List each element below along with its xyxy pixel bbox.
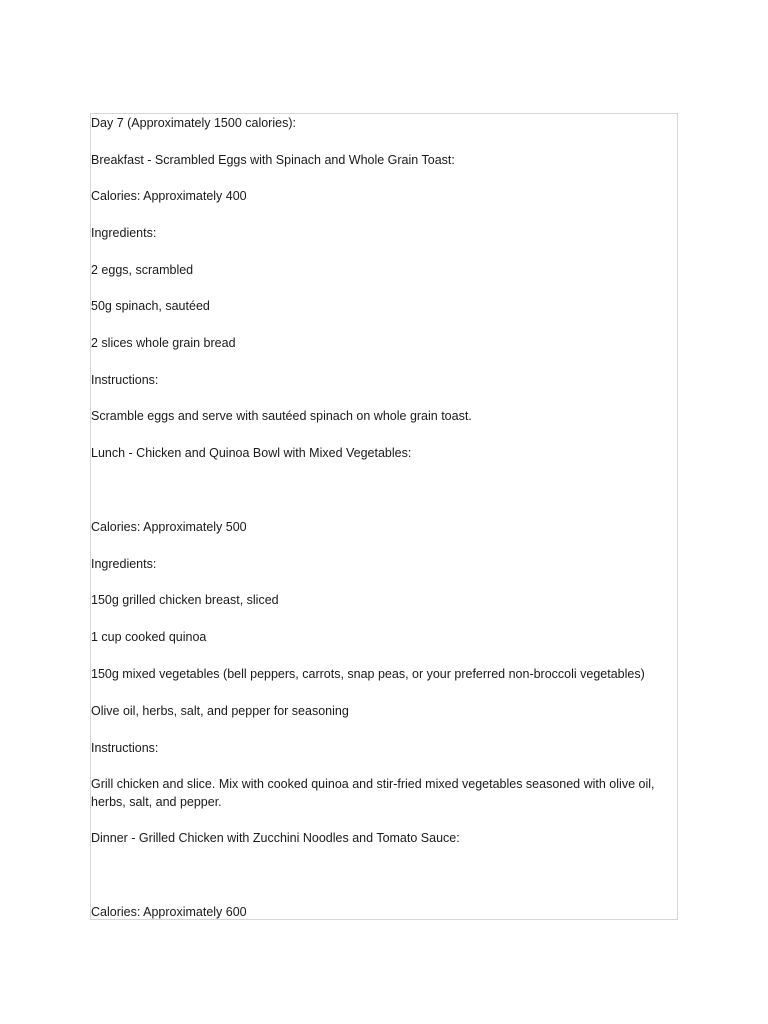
dinner-heading: Dinner - Grilled Chicken with Zucchini Noodles and Tomato Sauce: [91, 831, 460, 845]
breakfast-heading: Breakfast - Scrambled Eggs with Spinach and Whole Grain Toast: [91, 153, 455, 167]
lunch-ingredients-label: Ingredients: [91, 557, 157, 571]
breakfast-ingredient: 2 eggs, scrambled [91, 263, 194, 277]
breakfast-ingredients-label: Ingredients: [91, 226, 157, 240]
breakfast-instructions: Scramble eggs and serve with sautéed spinach on whole grain toast. [91, 409, 472, 423]
lunch-ingredient: Olive oil, herbs, salt, and pepper for seasoning [91, 704, 349, 718]
lunch-calories: Calories: Approximately 500 [91, 520, 247, 534]
breakfast-instructions-label: Instructions: [91, 373, 159, 387]
lunch-ingredient: 150g grilled chicken breast, sliced [91, 593, 279, 607]
lunch-instructions-label: Instructions: [91, 741, 159, 755]
lunch-ingredient: 1 cup cooked quinoa [91, 630, 207, 644]
lunch-heading: Lunch - Chicken and Quinoa Bowl with Mixed Vegetables: [91, 446, 412, 460]
text-box [90, 113, 678, 920]
day-heading: Day 7 (Approximately 1500 calories): [91, 116, 296, 130]
breakfast-ingredient: 2 slices whole grain bread [91, 336, 236, 350]
dinner-calories: Calories: Approximately 600 [91, 905, 247, 919]
breakfast-calories: Calories: Approximately 400 [91, 189, 247, 203]
lunch-ingredient: 150g mixed vegetables (bell peppers, carrots, snap peas, or your preferred non-broccoli vegetables) [91, 667, 645, 681]
breakfast-ingredient: 50g spinach, sautéed [91, 299, 210, 313]
lunch-instructions: Grill chicken and slice. Mix with cooked quinoa and stir-fried mixed vegetables seasoned with olive oil, herbs, salt, and pepper. [91, 777, 655, 809]
